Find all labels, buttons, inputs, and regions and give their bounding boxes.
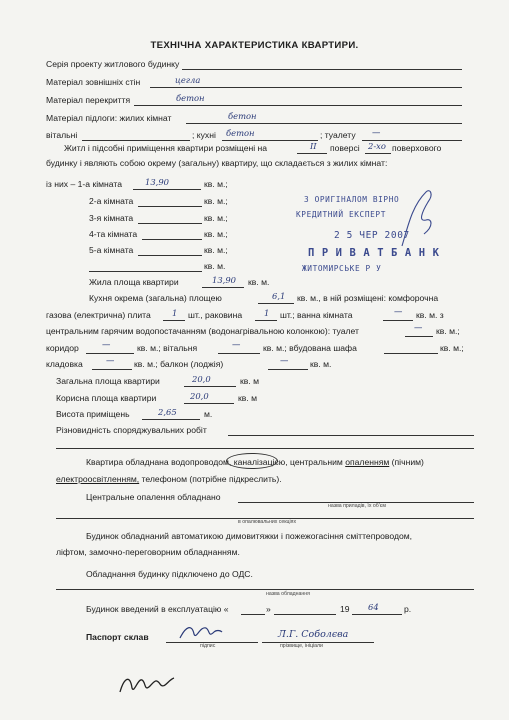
kitchen-area-line: [258, 303, 294, 304]
floor-material-line: [186, 123, 462, 124]
floors-total-line: [365, 153, 391, 154]
height-label: Висота приміщень: [56, 409, 130, 419]
total-area-line: [184, 386, 236, 387]
kitchen-line2-d: кв. м. з: [416, 310, 444, 320]
room6-unit: кв. м.: [204, 261, 226, 271]
floors-total-value: 2-хо: [368, 141, 386, 151]
equipment-line2-text: телефоном (потрібне підкреслить).: [141, 474, 282, 484]
stamp-line3: П Р И В А Т Б А Н К: [308, 247, 440, 259]
kitchen-line4-d: кв. м.;: [440, 343, 464, 353]
room3-unit: кв. м.;: [204, 213, 228, 223]
room6-line: [89, 271, 202, 272]
living-area-line: [202, 287, 244, 288]
total-area-label: Загальна площа квартири: [56, 376, 160, 386]
equipment-line1-text: Квартира обладнана водопроводом, каналізацією, центральним: [86, 457, 343, 467]
useful-area-value: 20,0: [190, 391, 209, 401]
living-area-unit: кв. м.: [248, 277, 270, 287]
kitchen-line4-c: кв. м.; вбудована шафа: [263, 343, 357, 353]
ods-line: [56, 589, 474, 590]
ods-label: Обладнання будинку підключено до ОДС.: [86, 569, 253, 579]
kitchen-line2-a: газова (електрична) плита: [46, 310, 151, 320]
stove-heating-text: (пічним): [391, 457, 424, 467]
room1-label: із них – 1-а кімната: [46, 179, 122, 189]
corridor-line: [86, 353, 134, 354]
kitchen-line1-a: Кухня окрема (загальна) площею: [89, 293, 222, 303]
passport-label: Паспорт склав: [86, 632, 149, 642]
composer-name: Л.Г. Соболєва: [278, 629, 349, 640]
hall-line: [82, 140, 190, 141]
floor-material-value: бетон: [228, 111, 257, 121]
walls-line: [150, 87, 462, 88]
useful-area-line: [184, 403, 234, 404]
commission-day-line: [241, 614, 265, 615]
commission-quote-close: »: [266, 604, 271, 614]
floor-value: II: [310, 141, 317, 151]
stamp-line2: КРЕДИТНИЙ ЕКСПЕРТ: [296, 210, 386, 219]
room2-label: 2-а кімната: [89, 196, 134, 206]
bath-line: [383, 320, 413, 321]
room4-line: [142, 239, 202, 240]
toilet-label: ; туалету: [320, 130, 356, 140]
room5-label: 5-а кімната: [89, 245, 134, 255]
useful-area-label: Корисна площа квартири: [56, 393, 157, 403]
building-line1: Будинок обладнаний автоматикою димовитяжки і пожежогасіння сміттепроводом,: [86, 531, 413, 541]
kitchen-line2-c: шт.; ванна кімната: [280, 310, 353, 320]
walls-label: Матеріал зовнішніх стін: [46, 77, 141, 87]
works-label: Різновидність споряджувальних робіт: [56, 425, 207, 435]
placement-text-c: поверхового: [392, 143, 442, 153]
kitchen-line4-b: кв. м.; вітальня: [137, 343, 198, 353]
room2-line: [138, 206, 202, 207]
room3-line: [138, 223, 202, 224]
composer-hint: прізвище, ініціали: [280, 643, 323, 649]
room1-value: 13,90: [145, 177, 169, 187]
floors-label: Матеріал перекриття: [46, 95, 131, 105]
balcony-value: —: [280, 355, 289, 365]
ods-hint: назва обладнання: [266, 591, 310, 597]
total-area-value: 20,0: [192, 374, 211, 384]
kitchen-line3-b: кв. м.;: [436, 326, 460, 336]
floors-line: [134, 105, 462, 106]
kitchen-line5-c: кв. м.: [310, 359, 332, 369]
commission-year-line: [352, 614, 402, 615]
room2-unit: кв. м.;: [204, 196, 228, 206]
commission-year-value: 64: [368, 602, 379, 612]
building-line2: ліфтом, замочно-переговорним обладнанням.: [56, 547, 240, 557]
composer-signature: [176, 620, 224, 644]
commission-month-line: [274, 614, 336, 615]
sink-value: 1: [264, 308, 270, 318]
height-unit: м.: [204, 409, 213, 419]
total-area-unit: кв. м: [240, 376, 260, 386]
living-area-value: 13,90: [212, 275, 236, 285]
placement-text-line2: будинку і являють собою окрему (загальну) квартиру, що складається з жилих кімнат:: [46, 158, 388, 168]
electric-underlined: електроосвітленням,: [56, 474, 140, 484]
heating-hint-1: назва приладів, їх об'єм: [328, 503, 386, 509]
kitchen-line4-a: коридор: [46, 343, 79, 353]
kitchen-line1-b: кв. м., в ній розміщені: комфорочна: [297, 293, 439, 303]
room5-line: [138, 255, 202, 256]
placement-text-a: Житл і підсобні приміщення квартири розміщені на: [64, 143, 268, 153]
room4-label: 4-та кімната: [89, 229, 138, 239]
stamp-line1: З ОРИГІНАЛОМ ВІРНО: [304, 195, 400, 204]
kitchen-line5-a: кладовка: [46, 359, 83, 369]
room1-line: [133, 189, 201, 190]
bottom-signature: [116, 668, 178, 698]
corridor-value: —: [102, 339, 111, 349]
stamp-signature: [396, 186, 440, 250]
storage-value: —: [106, 355, 115, 365]
sink-line: [255, 320, 277, 321]
heating-hint-2: в опалювальних секціях: [238, 519, 297, 525]
storage-line: [92, 369, 132, 370]
kitchen-line: [222, 140, 318, 141]
hall2-line: [218, 353, 260, 354]
stamp-date: 2 5 ЧЕР 2007: [334, 230, 410, 241]
room4-unit: кв. м.;: [204, 229, 228, 239]
works-line: [228, 435, 474, 436]
bath-value: —: [394, 306, 403, 316]
height-line: [142, 419, 200, 420]
kitchen-value: бетон: [226, 128, 255, 138]
height-value: 2,65: [158, 407, 177, 417]
floor-line: [297, 153, 327, 154]
room1-unit: кв. м.;: [204, 179, 228, 189]
stove-value: 1: [172, 308, 178, 318]
balcony-line: [268, 369, 308, 370]
floors-value: бетон: [176, 93, 205, 103]
kitchen-line2-b: шт., раковина: [188, 310, 243, 320]
page-title: ТЕХНІЧНА ХАРАКТЕРИСТИКА КВАРТИРИ.: [150, 40, 359, 51]
living-area-label: Жила площа квартири: [89, 277, 179, 287]
series-line: [182, 69, 462, 70]
floor-material-label: Матеріал підлоги: жилих кімнат: [46, 113, 172, 123]
toilet-value: —: [372, 127, 381, 137]
heating-label: Центральне опалення обладнано: [86, 492, 221, 502]
works-line-2: [56, 448, 474, 449]
stove-line: [163, 320, 185, 321]
room3-label: 3-я кімната: [89, 213, 134, 223]
useful-area-unit: кв. м: [238, 393, 258, 403]
heating-circle: [226, 453, 278, 469]
placement-text-b: поверсі: [330, 143, 360, 153]
closet-line: [384, 353, 438, 354]
kitchen-label: ; кухні: [192, 130, 216, 140]
hall2-value: —: [232, 339, 241, 349]
heating-underlined: опаленням: [345, 457, 390, 467]
commission-year-suffix: р.: [404, 604, 412, 614]
kitchen-line5-b: кв. м.; балкон (лоджія): [134, 359, 224, 369]
stamp-line4: ЖИТОМИРСЬКЕ Р У: [302, 264, 382, 273]
kitchen-area-value: 6,1: [272, 291, 286, 301]
commission-label: Будинок введений в експлуатацію «: [86, 604, 229, 614]
toilet2-value: —: [414, 322, 423, 332]
room5-unit: кв. м.;: [204, 245, 228, 255]
toilet2-line: [405, 336, 433, 337]
hall-label: вітальні: [46, 130, 78, 140]
commission-year-prefix: 19: [340, 604, 350, 614]
signature-hint: підпис: [200, 643, 216, 649]
kitchen-line3-a: центральним гарячим водопостачанням (водонагрівальною колонкою): туалет: [46, 326, 359, 336]
equipment-line2: [56, 474, 282, 485]
series-label: Серія проекту житлового будинку: [46, 59, 180, 69]
walls-value: цегла: [175, 75, 201, 85]
